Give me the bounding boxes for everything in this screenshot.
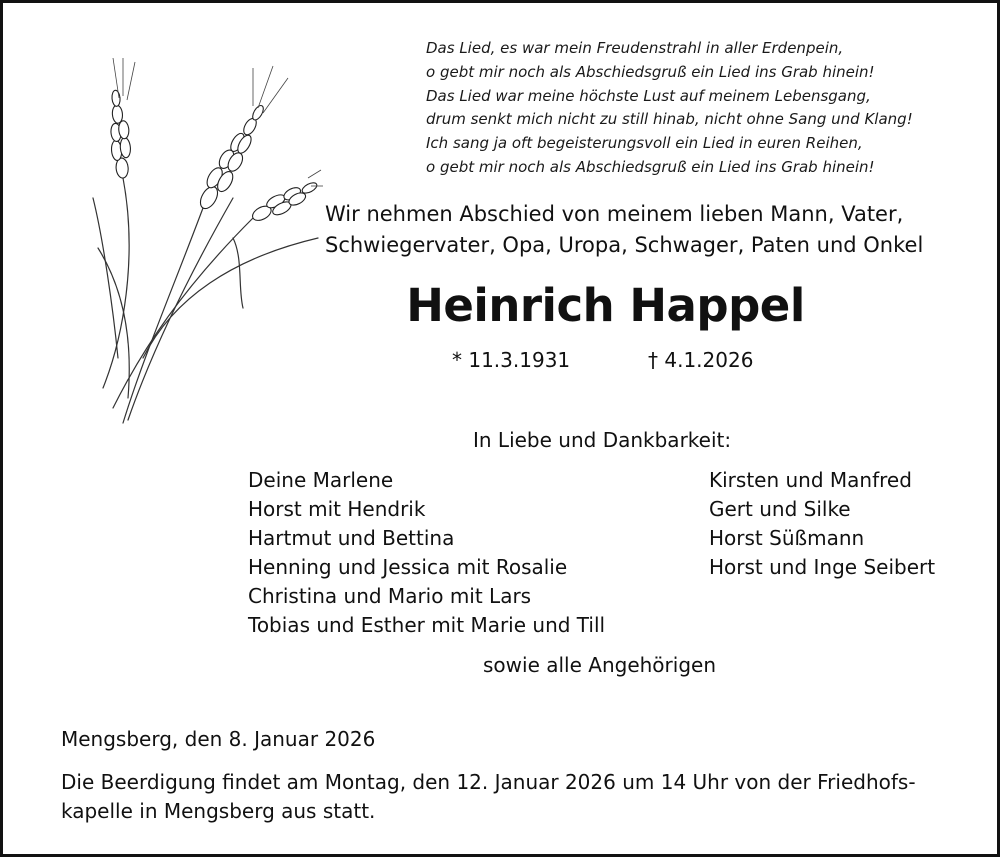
poem-line: Das Lied war meine höchste Lust auf meinem Lebensgang, — [426, 86, 871, 105]
farewell-intro — [325, 199, 923, 261]
family-member: Tobias und Esther mit Marie und Till — [248, 613, 606, 637]
poem — [426, 37, 913, 180]
relatives-note: sowie alle Angehörigen — [483, 653, 716, 677]
family-member: Christina und Mario mit Lars — [248, 584, 532, 608]
poem-line: Das Lied, es war mein Freudenstrahl in aller Erdenpein, — [426, 39, 844, 57]
intro-line: Wir nehmen Abschied von meinem lieben Mann, Vater, — [325, 202, 904, 226]
family-list-right — [709, 466, 935, 582]
family-member: Gert und Silke — [709, 497, 851, 521]
place-date: Mengsberg, den 8. Januar 2026 — [61, 727, 376, 751]
poem-line: o gebt mir noch als Abschiedsgruß ein Lied ins Grab hinein! — [426, 62, 875, 81]
funeral-line: Die Beerdigung findet am Montag, den 12. Januar 2026 um 14 Uhr von der Friedhofs- — [61, 770, 916, 794]
family-member: Deine Marlene — [248, 468, 394, 492]
wheat-illustration — [83, 58, 323, 428]
deceased-name: Heinrich Happel — [406, 279, 805, 332]
family-member: Horst mit Hendrik — [248, 497, 426, 521]
funeral-notice — [61, 768, 916, 826]
funeral-line: kapelle in Mengsberg aus statt. — [61, 799, 376, 823]
death-date: † 4.1.2026 — [648, 348, 754, 372]
poem-line: o gebt mir noch als Abschiedsgruß ein Lied ins Grab hinein! — [426, 157, 875, 176]
intro-line: Schwiegervater, Opa, Uropa, Schwager, Paten und Onkel — [325, 233, 924, 257]
family-member: Hartmut und Bettina — [248, 526, 455, 550]
poem-line: Ich sang ja oft begeisterungsvoll ein Lied in euren Reihen, — [426, 134, 863, 153]
poem-line: drum senkt mich nicht zu still hinab, nicht ohne Sang und Klang! — [426, 110, 913, 129]
gratitude-heading: In Liebe und Dankbarkeit: — [473, 428, 732, 452]
family-list-left — [248, 466, 605, 640]
birth-date: * 11.3.1931 — [452, 348, 571, 372]
family-member: Kirsten und Manfred — [709, 468, 912, 492]
family-member: Henning und Jessica mit Rosalie — [248, 555, 568, 579]
family-member: Horst und Inge Seibert — [709, 555, 936, 579]
family-member: Horst Süßmann — [709, 526, 865, 550]
